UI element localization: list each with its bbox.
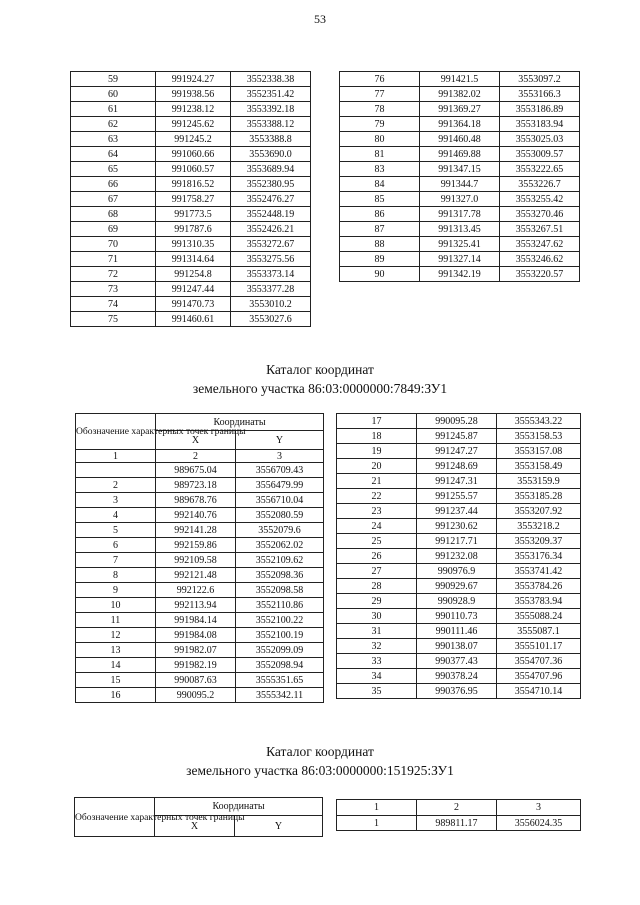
- x-cell: 991254.8: [156, 267, 231, 282]
- y-cell: 3553220.57: [500, 267, 580, 282]
- x-cell: 991327.0: [420, 192, 500, 207]
- col-number-2: 2: [156, 450, 236, 463]
- y-cell: 3553377.28: [231, 282, 311, 297]
- table-row: [71, 267, 311, 282]
- y-cell: 3552109.62: [236, 553, 324, 568]
- y-cell: 3555351.65: [236, 673, 324, 688]
- point-id-cell: 31: [337, 624, 417, 639]
- point-id-cell: 19: [337, 444, 417, 459]
- catalog-1-table-left: [75, 413, 324, 703]
- table-row: [76, 478, 324, 493]
- x-cell: 991255.57: [417, 489, 497, 504]
- point-id-cell: 88: [340, 237, 420, 252]
- point-id-cell: 60: [71, 87, 156, 102]
- y-cell: 3553176.34: [497, 549, 581, 564]
- y-cell: 3553183.94: [500, 117, 580, 132]
- table-row: [337, 414, 581, 429]
- table-row: [337, 594, 581, 609]
- table-row: [340, 117, 580, 132]
- x-cell: 991982.19: [156, 658, 236, 673]
- x-cell: 990138.07: [417, 639, 497, 654]
- y-cell: 3553166.3: [500, 87, 580, 102]
- x-cell: 991310.35: [156, 237, 231, 252]
- point-id-cell: 29: [337, 594, 417, 609]
- table-row: [337, 639, 581, 654]
- y-cell: 3556709.43: [236, 463, 324, 478]
- table-row: [76, 523, 324, 538]
- table-row: [337, 654, 581, 669]
- x-cell: 990110.73: [417, 609, 497, 624]
- table-row: [71, 207, 311, 222]
- x-cell: 991314.64: [156, 252, 231, 267]
- point-id-cell: 80: [340, 132, 420, 147]
- point-id-cell: 64: [71, 147, 156, 162]
- point-id-cell: 90: [340, 267, 420, 282]
- x-cell: 989723.18: [156, 478, 236, 493]
- y-header: Y: [236, 431, 324, 450]
- x-cell: 991248.69: [417, 459, 497, 474]
- table-row: [337, 474, 581, 489]
- x-cell: 989811.17: [417, 816, 497, 831]
- x-cell: 991382.02: [420, 87, 500, 102]
- table-row: [71, 237, 311, 252]
- catalog-2-title-line1: Каталог координат: [266, 744, 374, 759]
- table-row: [340, 147, 580, 162]
- table-row: [71, 147, 311, 162]
- y-cell: 3552098.94: [236, 658, 324, 673]
- table-row: [337, 534, 581, 549]
- point-id-cell: 2: [76, 478, 156, 493]
- y-cell: 3553267.51: [500, 222, 580, 237]
- point-id-cell: 15: [76, 673, 156, 688]
- x-cell: 991773.5: [156, 207, 231, 222]
- y-cell: 3552100.19: [236, 628, 324, 643]
- table-row: [337, 549, 581, 564]
- point-id-cell: 87: [340, 222, 420, 237]
- catalog-1-table-right: [336, 413, 581, 699]
- table-row: [337, 444, 581, 459]
- y-cell: 3553157.08: [497, 444, 581, 459]
- point-id-cell: 61: [71, 102, 156, 117]
- table-row: [340, 87, 580, 102]
- point-id-cell: 81: [340, 147, 420, 162]
- y-cell: 3553226.7: [500, 177, 580, 192]
- point-id-cell: 85: [340, 192, 420, 207]
- y-cell: 3553159.9: [497, 474, 581, 489]
- x-cell: 990095.28: [417, 414, 497, 429]
- coords-table-continued-left: [70, 71, 311, 327]
- table-row: [340, 267, 580, 282]
- y-cell: 3552100.22: [236, 613, 324, 628]
- x-cell: 991327.14: [420, 252, 500, 267]
- y-cell: 3552338.38: [231, 72, 311, 87]
- x-cell: 991938.56: [156, 87, 231, 102]
- point-id-cell: 1: [337, 816, 417, 831]
- y-cell: 3552351.42: [231, 87, 311, 102]
- point-id-cell: 13: [76, 643, 156, 658]
- table-row: [337, 624, 581, 639]
- table-row: [76, 493, 324, 508]
- y-header: Y: [235, 816, 323, 837]
- table-row: [337, 429, 581, 444]
- x-cell: 991237.44: [417, 504, 497, 519]
- y-cell: 3556479.99: [236, 478, 324, 493]
- point-id-cell: 23: [337, 504, 417, 519]
- x-cell: 989675.04: [156, 463, 236, 478]
- y-cell: 3553209.37: [497, 534, 581, 549]
- x-cell: 991060.66: [156, 147, 231, 162]
- y-cell: 3555088.24: [497, 609, 581, 624]
- point-id-cell: 20: [337, 459, 417, 474]
- table-row: [340, 252, 580, 267]
- point-id-cell: 24: [337, 519, 417, 534]
- x-cell: 991325.41: [420, 237, 500, 252]
- point-id-cell: 89: [340, 252, 420, 267]
- table-row: [71, 192, 311, 207]
- y-cell: 3553255.42: [500, 192, 580, 207]
- y-cell: 3553388.8: [231, 132, 311, 147]
- point-id-cell: 34: [337, 669, 417, 684]
- x-cell: 991245.2: [156, 132, 231, 147]
- table-row: [71, 252, 311, 267]
- table-row: [71, 297, 311, 312]
- col-number-3: 3: [236, 450, 324, 463]
- table-row: [71, 117, 311, 132]
- x-cell: 990111.46: [417, 624, 497, 639]
- point-id-cell: 22: [337, 489, 417, 504]
- table-row: [337, 669, 581, 684]
- table-row: [71, 222, 311, 237]
- coords-table-continued-right: [339, 71, 580, 282]
- y-cell: 3555343.22: [497, 414, 581, 429]
- catalog-2-table-left: [74, 797, 323, 837]
- table-row: [76, 568, 324, 583]
- point-id-cell: 7: [76, 553, 156, 568]
- table-row: [340, 102, 580, 117]
- point-id-cell: [76, 463, 156, 478]
- point-id-cell: 59: [71, 72, 156, 87]
- col-number-3: 3: [497, 800, 581, 816]
- point-id-cell: 11: [76, 613, 156, 628]
- point-id-cell: 66: [71, 177, 156, 192]
- x-cell: 992159.86: [156, 538, 236, 553]
- table-row: [340, 237, 580, 252]
- x-cell: 990377.43: [417, 654, 497, 669]
- table-row: [340, 72, 580, 87]
- point-id-cell: 35: [337, 684, 417, 699]
- table-row: [340, 162, 580, 177]
- page-number: 53: [314, 12, 326, 26]
- y-cell: 3554710.14: [497, 684, 581, 699]
- y-cell: 3552080.59: [236, 508, 324, 523]
- x-header: X: [155, 816, 235, 837]
- point-id-cell: 33: [337, 654, 417, 669]
- y-cell: 3553010.2: [231, 297, 311, 312]
- point-id-cell: 72: [71, 267, 156, 282]
- table-row: [76, 598, 324, 613]
- x-cell: 990929.67: [417, 579, 497, 594]
- point-id-cell: 5: [76, 523, 156, 538]
- point-id-cell: 27: [337, 564, 417, 579]
- point-id-cell: 18: [337, 429, 417, 444]
- point-id-cell: 3: [76, 493, 156, 508]
- y-cell: 3553690.0: [231, 147, 311, 162]
- x-cell: 990087.63: [156, 673, 236, 688]
- y-cell: 3553009.57: [500, 147, 580, 162]
- x-cell: 990378.24: [417, 669, 497, 684]
- point-id-cell: 65: [71, 162, 156, 177]
- table-row: [337, 684, 581, 699]
- point-id-cell: 67: [71, 192, 156, 207]
- point-id-cell: 86: [340, 207, 420, 222]
- point-id-cell: 25: [337, 534, 417, 549]
- y-cell: 3553741.42: [497, 564, 581, 579]
- x-cell: 991369.27: [420, 102, 500, 117]
- x-cell: 991984.14: [156, 613, 236, 628]
- point-id-cell: 8: [76, 568, 156, 583]
- x-cell: 991232.08: [417, 549, 497, 564]
- table-row: [71, 72, 311, 87]
- table-row: [71, 177, 311, 192]
- y-cell: 3553689.94: [231, 162, 311, 177]
- point-id-cell: 77: [340, 87, 420, 102]
- x-cell: 992141.28: [156, 523, 236, 538]
- table-row: [71, 132, 311, 147]
- table-row: [76, 643, 324, 658]
- x-cell: 991470.73: [156, 297, 231, 312]
- y-cell: 3552426.21: [231, 222, 311, 237]
- y-cell: 3552099.09: [236, 643, 324, 658]
- y-cell: 3553207.92: [497, 504, 581, 519]
- y-cell: 3553158.53: [497, 429, 581, 444]
- x-cell: 991247.44: [156, 282, 231, 297]
- point-id-cell: 75: [71, 312, 156, 327]
- y-cell: 3553218.2: [497, 519, 581, 534]
- col-number-1: 1: [337, 800, 417, 816]
- x-cell: 992140.76: [156, 508, 236, 523]
- point-id-cell: 63: [71, 132, 156, 147]
- x-cell: 991984.08: [156, 628, 236, 643]
- point-id-cell: 74: [71, 297, 156, 312]
- point-id-cell: 70: [71, 237, 156, 252]
- x-cell: 991421.5: [420, 72, 500, 87]
- point-id-cell: 21: [337, 474, 417, 489]
- x-cell: 989678.76: [156, 493, 236, 508]
- y-cell: 3553784.26: [497, 579, 581, 594]
- catalog-2-title: [0, 742, 640, 780]
- y-cell: 3552476.27: [231, 192, 311, 207]
- table-row: [71, 312, 311, 327]
- point-id-cell: 32: [337, 639, 417, 654]
- y-cell: 3553275.56: [231, 252, 311, 267]
- table-row: [76, 673, 324, 688]
- point-id-cell: 30: [337, 609, 417, 624]
- x-cell: 992109.58: [156, 553, 236, 568]
- table-row: [340, 177, 580, 192]
- y-cell: 3553185.28: [497, 489, 581, 504]
- table-row: [337, 579, 581, 594]
- x-cell: 991347.15: [420, 162, 500, 177]
- x-cell: 990928.9: [417, 594, 497, 609]
- point-id-cell: 79: [340, 117, 420, 132]
- x-cell: 991238.12: [156, 102, 231, 117]
- x-cell: 990376.95: [417, 684, 497, 699]
- point-id-cell: 17: [337, 414, 417, 429]
- point-id-cell: 83: [340, 162, 420, 177]
- x-cell: 991758.27: [156, 192, 231, 207]
- y-cell: 3553158.49: [497, 459, 581, 474]
- x-cell: 991460.48: [420, 132, 500, 147]
- point-id-cell: 73: [71, 282, 156, 297]
- x-cell: 991245.62: [156, 117, 231, 132]
- table-row: [71, 282, 311, 297]
- table-row: [76, 463, 324, 478]
- point-id-cell: 28: [337, 579, 417, 594]
- table-row: [76, 628, 324, 643]
- table-row: [337, 489, 581, 504]
- point-id-cell: 62: [71, 117, 156, 132]
- table-row: [340, 132, 580, 147]
- y-cell: 3553246.62: [500, 252, 580, 267]
- table-row: [337, 519, 581, 534]
- point-id-cell: 14: [76, 658, 156, 673]
- table-row: [337, 816, 581, 831]
- point-label-header: Обозначение характерных точек границы: [75, 798, 155, 837]
- y-cell: 3553027.6: [231, 312, 311, 327]
- x-cell: 992122.6: [156, 583, 236, 598]
- y-cell: 3553186.89: [500, 102, 580, 117]
- x-cell: 991460.61: [156, 312, 231, 327]
- y-cell: 3552098.58: [236, 583, 324, 598]
- table-row: [71, 102, 311, 117]
- x-cell: 991469.88: [420, 147, 500, 162]
- x-cell: 991342.19: [420, 267, 500, 282]
- table-row: [337, 564, 581, 579]
- point-id-cell: 26: [337, 549, 417, 564]
- x-cell: 991245.87: [417, 429, 497, 444]
- table-row: [337, 504, 581, 519]
- point-id-cell: 71: [71, 252, 156, 267]
- table-row: [337, 609, 581, 624]
- table-row: [71, 162, 311, 177]
- y-cell: 3553272.67: [231, 237, 311, 252]
- point-id-cell: 9: [76, 583, 156, 598]
- y-cell: 3554707.96: [497, 669, 581, 684]
- y-cell: 3555087.1: [497, 624, 581, 639]
- col-number-2: 2: [417, 800, 497, 816]
- point-id-cell: 69: [71, 222, 156, 237]
- x-cell: 991317.78: [420, 207, 500, 222]
- y-cell: 3552448.19: [231, 207, 311, 222]
- catalog-1-title-line1: Каталог координат: [266, 362, 374, 377]
- table-row: [340, 207, 580, 222]
- y-cell: 3553222.65: [500, 162, 580, 177]
- y-cell: 3555342.11: [236, 688, 324, 703]
- y-cell: 3552110.86: [236, 598, 324, 613]
- coords-header: Координаты: [155, 798, 323, 816]
- x-cell: 991787.6: [156, 222, 231, 237]
- y-cell: 3553392.18: [231, 102, 311, 117]
- y-cell: 3553025.03: [500, 132, 580, 147]
- x-cell: 991924.27: [156, 72, 231, 87]
- y-cell: 3553270.46: [500, 207, 580, 222]
- y-cell: 3552079.6: [236, 523, 324, 538]
- coords-header: Координаты: [156, 414, 324, 431]
- point-id-cell: 6: [76, 538, 156, 553]
- point-label-header: Обозначение характерных точек границы: [76, 414, 156, 450]
- x-cell: 991982.07: [156, 643, 236, 658]
- table-row: [76, 658, 324, 673]
- y-cell: 3556710.04: [236, 493, 324, 508]
- x-cell: 991313.45: [420, 222, 500, 237]
- x-cell: 991816.52: [156, 177, 231, 192]
- table-row: [337, 459, 581, 474]
- col-number-1: 1: [76, 450, 156, 463]
- y-cell: 3556024.35: [497, 816, 581, 831]
- y-cell: 3553247.62: [500, 237, 580, 252]
- point-id-cell: 10: [76, 598, 156, 613]
- x-cell: 990976.9: [417, 564, 497, 579]
- x-cell: 991247.27: [417, 444, 497, 459]
- x-cell: 992121.48: [156, 568, 236, 583]
- y-cell: 3552062.02: [236, 538, 324, 553]
- y-cell: 3555101.17: [497, 639, 581, 654]
- table-row: [76, 538, 324, 553]
- table-row: [76, 613, 324, 628]
- catalog-2-table-right: [336, 799, 581, 831]
- point-id-cell: 12: [76, 628, 156, 643]
- catalog-1-title: [0, 360, 640, 398]
- x-cell: 992113.94: [156, 598, 236, 613]
- y-cell: 3553373.14: [231, 267, 311, 282]
- y-cell: 3552380.95: [231, 177, 311, 192]
- x-cell: 991060.57: [156, 162, 231, 177]
- x-cell: 991364.18: [420, 117, 500, 132]
- y-cell: 3552098.36: [236, 568, 324, 583]
- point-id-cell: 84: [340, 177, 420, 192]
- x-cell: 990095.2: [156, 688, 236, 703]
- table-row: [340, 222, 580, 237]
- x-header: X: [156, 431, 236, 450]
- table-row: [340, 192, 580, 207]
- table-row: [76, 508, 324, 523]
- y-cell: 3553388.12: [231, 117, 311, 132]
- point-id-cell: 76: [340, 72, 420, 87]
- catalog-2-title-line2: земельного участка 86:03:0000000:151925:ЗУ1: [186, 763, 454, 778]
- x-cell: 991344.7: [420, 177, 500, 192]
- y-cell: 3553097.2: [500, 72, 580, 87]
- point-id-cell: 78: [340, 102, 420, 117]
- x-cell: 991230.62: [417, 519, 497, 534]
- table-row: [76, 688, 324, 703]
- x-cell: 991217.71: [417, 534, 497, 549]
- y-cell: 3554707.36: [497, 654, 581, 669]
- catalog-1-title-line2: земельного участка 86:03:0000000:7849:ЗУ1: [192, 381, 448, 396]
- table-row: [71, 87, 311, 102]
- point-id-cell: 4: [76, 508, 156, 523]
- point-id-cell: 16: [76, 688, 156, 703]
- table-row: [76, 553, 324, 568]
- y-cell: 3553783.94: [497, 594, 581, 609]
- point-id-cell: 68: [71, 207, 156, 222]
- x-cell: 991247.31: [417, 474, 497, 489]
- table-row: [76, 583, 324, 598]
